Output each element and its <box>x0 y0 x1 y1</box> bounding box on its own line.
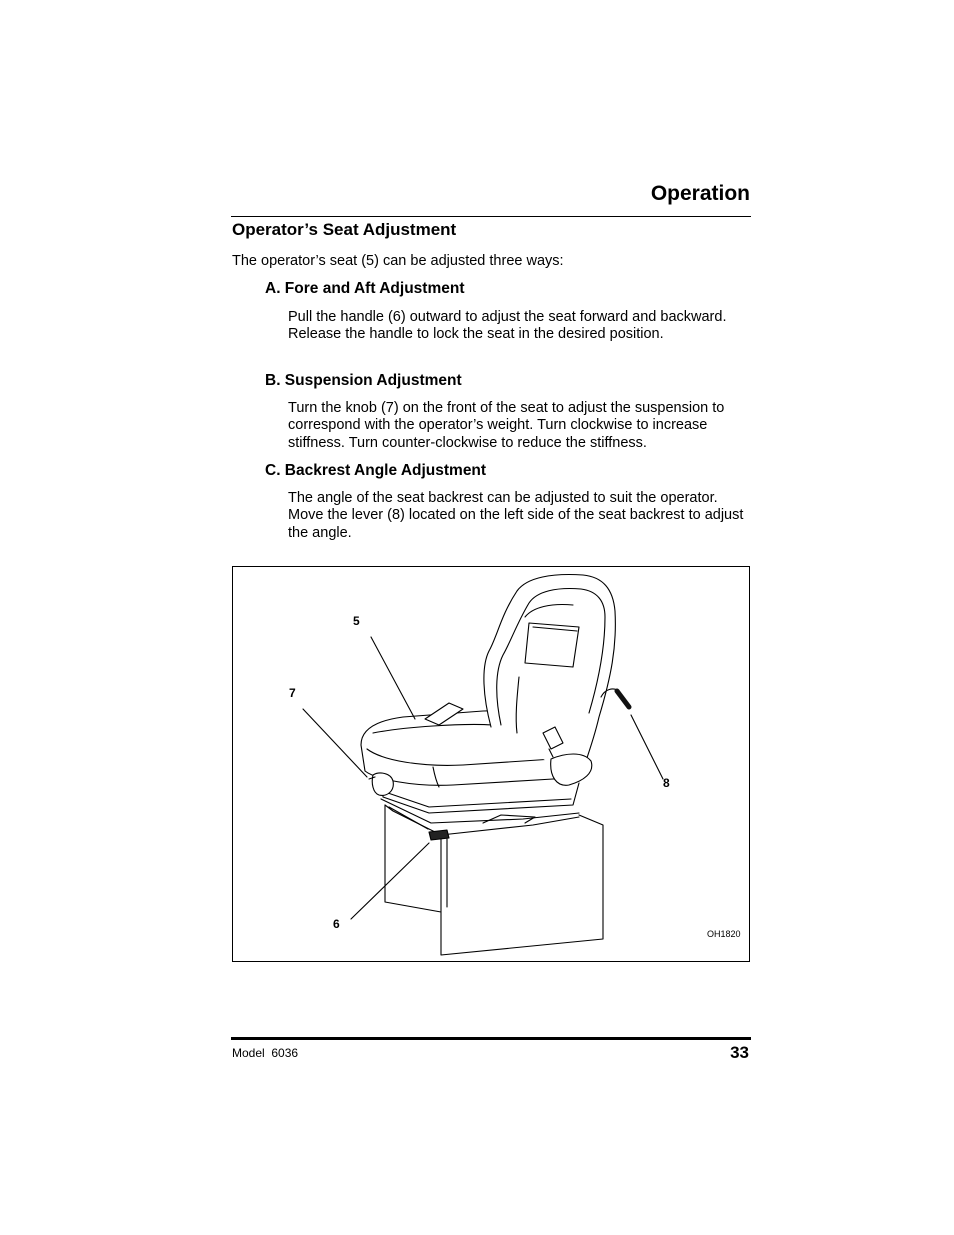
section-title: Operation <box>650 182 750 205</box>
paragraph-fore-aft: Pull the handle (6) outward to adjust the seat forward and backward. Release the handle to lock the seat in the desired position. <box>288 309 727 343</box>
figure-id: OH1820 <box>707 929 741 939</box>
callout-knob-label: 7 <box>289 686 296 700</box>
paragraph-backrest: The angle of the seat backrest can be adjusted to suit the operator. Move the lever (8) located on the left side of the seat backrest to adjust the angle. <box>288 490 744 541</box>
callout-seat-label: 5 <box>353 614 360 628</box>
seat-illustration <box>232 566 750 962</box>
footer-model: Model 6036 <box>232 1046 299 1060</box>
seat-drawing <box>233 567 749 961</box>
page-title: Operator’s Seat Adjustment <box>232 220 457 239</box>
subheading-backrest: C. Backrest Angle Adjustment <box>265 462 487 479</box>
callout-lever-label: 8 <box>663 776 670 790</box>
footer-rule <box>231 1037 751 1040</box>
page-number: 33 <box>730 1043 749 1062</box>
callout-handle-label: 6 <box>333 917 340 931</box>
paragraph-suspension: Turn the knob (7) on the front of the seat to adjust the suspension to correspond with the operator’s weight. Turn clockwise to increase stiffness. Turn counter-clockwise to reduce the stiffness. <box>288 400 725 451</box>
subheading-fore-aft: A. Fore and Aft Adjustment <box>265 280 465 297</box>
subheading-suspension: B. Suspension Adjustment <box>265 372 462 389</box>
intro-text: The operator’s seat (5) can be adjusted three ways: <box>232 253 564 269</box>
header-rule <box>231 216 751 217</box>
